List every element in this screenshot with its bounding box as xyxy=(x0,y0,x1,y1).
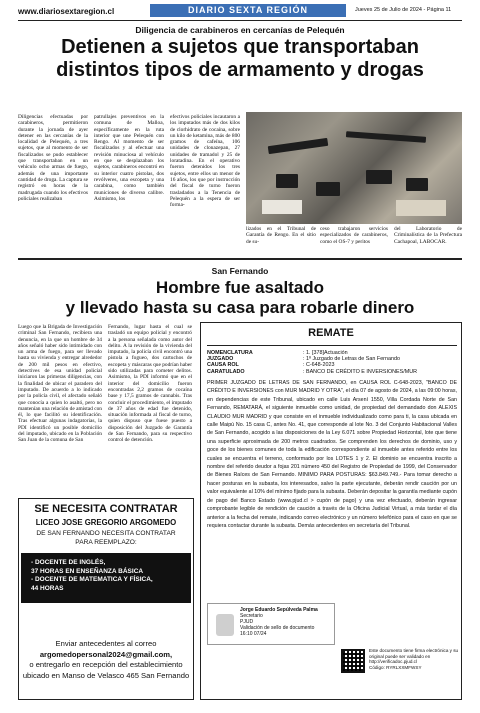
verification-note: Este documento tiene firma electrónica y su original puede ser validado en http://verificadoc.pjud.cl Código: RYRLXXMFWSY xyxy=(369,648,459,670)
electronic-signature xyxy=(207,603,335,645)
article1-column-5: del Laboratorio de Criminalística de la Prefectura Cachapoal, LABOCAR. xyxy=(394,226,462,245)
drug-package xyxy=(396,200,446,216)
job-ad-subtitle-2: PARA REEMPLAZO: xyxy=(75,539,137,546)
site-url[interactable]: www.diariosextaregion.cl xyxy=(18,7,115,16)
article1-headline-line1: Detienen a sujetos que transportaban xyxy=(61,36,419,58)
article2-headline-line2: y llevado hasta su casa para robarle dinero xyxy=(65,298,415,317)
position-item: - DOCENTE DE INGLÉS, xyxy=(31,559,106,566)
shotgun-shape xyxy=(346,131,426,143)
article2-column-2: Fernando, lugar hasta el cual se trasladó un equipo policial y encontró a la persona señalada como autor del delito. A la revisión de la vivienda del imputado, la policía civil encontró una pistola a fogueo, dos cartuchos de escopeta y máscaras que podrían haber sido utilizadas para cometer delitos. Asimismo, la PDI informó que en el interior del domicilio fueron encontradas 2,2 gramos de cocaína base y 17,5 gramos de cannabis. Tras concluir el procedimiento, el imputado de 37 años de edad fue detenido, situación informada al fiscal de turno, quien dispuso que fuese puesto a disposición del Juzgado de Garantía de San Fernando, para su respectivo control de detención. xyxy=(108,324,192,444)
article1-column-3-cont: lizados en el Tribunal de Garantía de Rengo. En el sitio de su- xyxy=(246,226,316,245)
pistol-shape xyxy=(276,174,298,188)
job-advertisement xyxy=(18,498,194,700)
article2-kicker: San Fernando xyxy=(211,266,269,276)
article1-headline-line2: distintos tipos de armamento y drogas xyxy=(56,59,424,81)
seized-weapons-photo xyxy=(246,112,462,224)
position-item: 37 HORAS EN ENSEÑANZA BÁSICA xyxy=(31,567,144,575)
remate-title-rule xyxy=(207,345,457,346)
position-item: - DOCENTE DE MATEMATICA Y FÍSICA, xyxy=(31,576,153,583)
qr-code-icon[interactable] xyxy=(341,649,365,673)
case-row: NOMENCLATURA : 1. [378]Actuación xyxy=(207,350,348,356)
article1-column-3: efectivos policiales incautaron a los imputados más de dos kilos de clorhidrato de cocaína, sobre un kilo de ketamina, más de 800 gramos de cafeína, 106 unidades de clonazepan, 27 unidades de tramadol y 25 de loratadina. En el operativo fueron detenidos los tres sujetos, entre ellos un menor de 16 años, los que por instrucción del fiscal de turno fueron trasladados a la Tenencia de Pelequén a la espera de ser forma- xyxy=(170,114,240,209)
case-row: CARATULADO : BANCO DE CRÉDITO E INVERSIONES/MUR xyxy=(207,368,418,375)
rifle-shape xyxy=(268,138,329,154)
remate-case-details xyxy=(207,350,457,375)
job-ad-subtitle: DE SAN FERNANDO NECESITA CONTRATAR xyxy=(36,530,176,537)
school-name: LICEO JOSE GREGORIO ARGOMEDO xyxy=(35,518,177,527)
contact-email[interactable]: argomedopersonal2024@gmail.com, xyxy=(39,649,173,659)
job-ad-instructions: Enviar antecedentes al correo argomedopersonal2024@gmail.com, o entregarlo en recepción del establecimiento ubicado en Manso de Velasco 465 San Fernando xyxy=(19,639,193,681)
job-positions-list xyxy=(21,553,191,603)
revolver-shape xyxy=(366,170,392,184)
article1-column-1: Diligencias efectuadas por carabineros, permitieron durante la jornada de ayer detener en las cercanías de la localidad de Pelequén, a tres sujetos, que al momento de ser fiscalizados se pudo establecer que transportaban en un vehículo ocho armas de fuego, además de una importante cantidad de droga. La captura se registró en horas de la madrugada cuando los efectivos policiales realizaban xyxy=(18,114,88,202)
header-rule xyxy=(18,20,462,21)
article1-column-4: ceso trabajaron servicios especializados de carabineros, como el OS-7 y peritos xyxy=(320,226,388,245)
section-rule xyxy=(18,258,462,260)
article2-column-1: Luego que la Brigada de Investigación criminal San Fernando, recibiera una denuncia, en la que un hombre de 34 años señaló haber sido intimidado con un arma de fuego, para ser llevado hasta su vivienda y entregar alrededor de 200 mil pesos en efectivo, detectives de esa unidad policial iniciaron las primeras diligencias, con la finalidad de ubicar el paradero del imputado. De acuerdo a lo indicado por la policía civil, el afectado señaló que conocía a quien lo asaltó, pero no mantenían una relación de amistad con él, lo que facilitó su identificación. Tras efectuar algunas indagatorias, la PDI identificó un posible domicilio del imputado, ubicado en la Población San Juan de la comuna de San xyxy=(18,324,102,444)
signature-details: Jorge Eduardo Sepúlveda Palma Secretario PJUD Validación de sello de documento 16:10 07/24 xyxy=(240,607,318,637)
article2-headline-line1: Hombre fue asaltado xyxy=(155,278,325,297)
drug-package xyxy=(262,200,302,214)
case-row: CAUSA ROL : C-648-2023 xyxy=(207,362,335,369)
pistol-shape xyxy=(316,182,340,196)
article1-kicker: Diligencia de carabineros en cercanías de Pelequén xyxy=(135,25,345,35)
article1-column-2: patrullajes preventivos en la comuna de Malloa, específicamente en la ruta interior que une Pelequén con Rengo. Al momento de ser fiscalizados y al efectuar una revisión minuciosa al vehículo en que se desplazaban los sujetos, carabineros encontró en su interior cuatro pistolas, dos revólveres, una escopeta y una carabina, como también municiones de diverso calibre. Asimismo, los xyxy=(94,114,164,202)
remate-title: REMATE xyxy=(308,327,354,339)
seal-icon xyxy=(216,614,234,636)
case-row: JUZGADO : 1º Juzgado de Letras de San Fernando xyxy=(207,356,400,363)
revolver-shape xyxy=(406,178,428,191)
issue-date: Jueves 25 de Julio de 2024 - Página 11 xyxy=(355,7,452,13)
job-ad-title: SE NECESITA CONTRATAR xyxy=(34,503,178,515)
remate-notice xyxy=(200,322,462,700)
remate-body-text: PRIMER JUZGADO DE LETRAS DE SAN FERNANDO, en CAUSA ROL C-648-2023, "BANCO DE CRÉDITO E INVERSIONES con MUR MADRID Y OTRA", el día 07 de agosto de 2024, a las 09:00 horas, en dependencias de este Tribunal, ubicado en calle Luis Arsení 1550, Villa Cordada Norte de San Fernando, REMATARÁ, el siguiente inmueble como unidad, de propiedad del demandado don ALEXIS CLAUDIO MUR MADRID y que consiste en el inmueble individualizado como para ti, la casa ubicada en calle Maipú No. 15 casa C, antes No. 41, que corresponde al lote No. 3 del Conjunto Habitacional Valles de San Fernando, acogido a las disposiciones de la Ley 6.071 sobre Propiedad Horizontal, lote que tiene una superficie aproximada de 200 metros cuadrados. Se comprenden los derechos de dominio, uso y goce de los bienes comunes de toda la edificación correspondiente al inmueble antes referido entre los cuales se encuentra el terreno, conformado por los LOTES 1 y 2. El dominio se encuentra inscrito a nombre del referido deudor a fojas 201 número 450 del Registro de Propiedad de 1999, del Conservador de Bienes Raíces de San Fernando. MINIMO PARA POSTURAS: $63.849.749.- Para tomar derecho a hacer posturas en la subasta, los interesados, salvo la parte ejecutante, deberán rendir caución por un valor equivalente al 10% del mínimo fijado para la subasta. Deberán depositar la garantía mediante cupón de pago del Banco Estado (www.pjud.cl > cupón de pago) y una vez efectuado, deberán ingresar comprobante legible de rendición de caución a través de la Oficina Judicial Virtual, a más tardar el día anterior a la fecha del remate, indicando correo electrónico y un número telefónico para el caso en que se requiera contactar durante la subasta. Demás antecedentes en secretaría del Tribunal. xyxy=(207,380,457,529)
newspaper-brand: DIARIO SEXTA REGIÓN xyxy=(150,4,346,17)
position-item: 44 HORAS xyxy=(31,584,64,592)
